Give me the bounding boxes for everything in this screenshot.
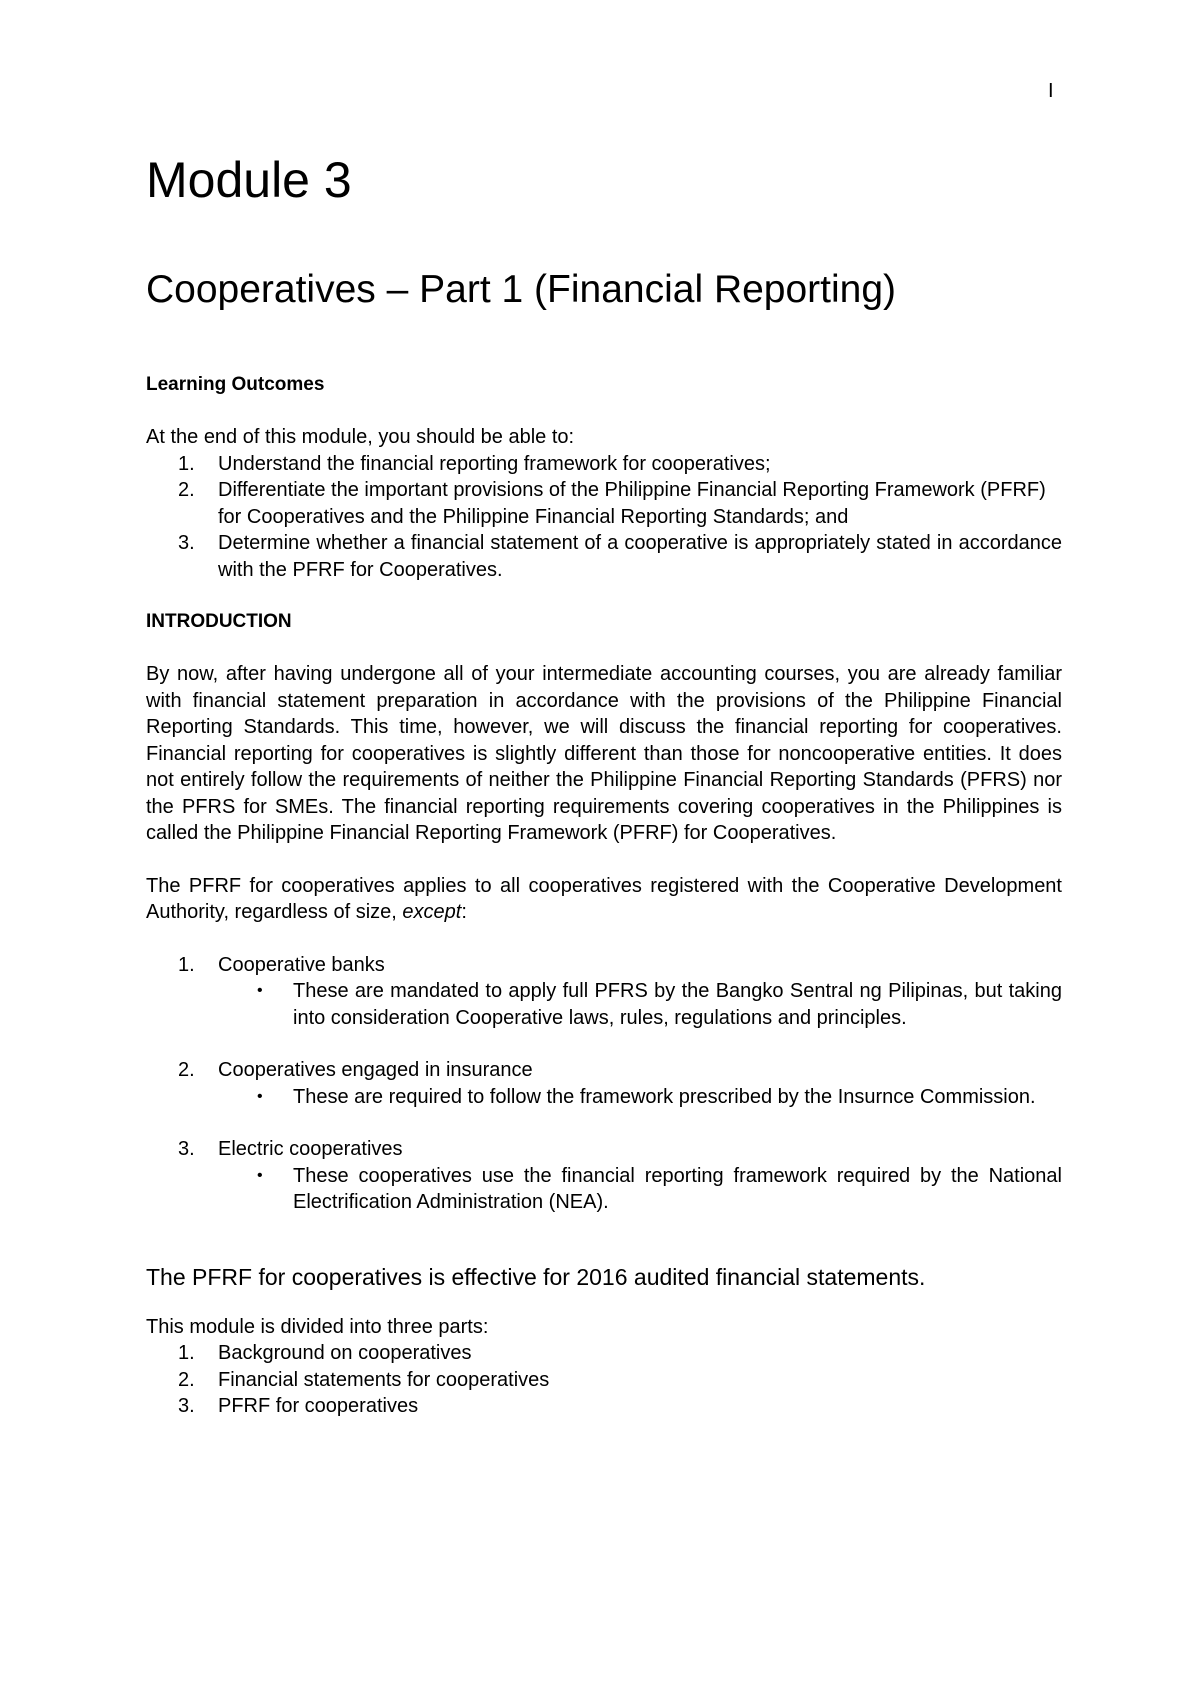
list-item-text: Understand the financial reporting framework for cooperatives; [218, 452, 771, 475]
scope-paragraph-emphasis: except [402, 901, 462, 923]
list-item [146, 952, 1062, 979]
effective-statement: The PFRF for cooperatives is effective for 2016 audited financial statements. [146, 1263, 926, 1290]
list-item-number: 2. [178, 479, 195, 501]
list-item [146, 451, 1062, 478]
list-item-number: 2. [178, 1059, 195, 1081]
list-item-text: Electric cooperatives [218, 1138, 403, 1160]
list-item [146, 1340, 1062, 1367]
bullet-text: These are mandated to apply full PFRS by the Bangko Sentral ng Pilipinas, but taking into consideration Cooperative laws, rules, regulations and principles. [293, 980, 1062, 1029]
list-item [146, 530, 1062, 583]
page-content [146, 150, 1062, 1420]
module-title: Module 3 [146, 152, 352, 208]
list-item-text: Financial statements for cooperatives [218, 1368, 550, 1391]
learning-outcomes-intro: At the end of this module, you should be able to: [146, 426, 575, 448]
introduction-paragraph: By now, after having undergone all of your intermediate accounting courses, you are already familiar with financial statement preparation in accordance with the provisions of the Philippine Financial Reporting Standards. This time, however, we will discuss the financial reporting for cooperatives. Financial reporting for cooperatives is slightly different than those for noncooperative entities. It does not entirely follow the requirements of neither the Philippine Financial Reporting Standards (PFRS) nor the PFRS for SMEs. The financial reporting requirements covering cooperatives in the Philippines is called the Philippine Financial Reporting Framework (PFRF) for Cooperatives. [146, 663, 1062, 844]
exception-list [146, 952, 1062, 979]
parts-list [146, 1340, 1062, 1420]
list-item-number: 3. [178, 1138, 195, 1160]
learning-outcomes-heading: Learning Outcomes [146, 374, 325, 395]
list-item-number: 1. [178, 953, 195, 976]
scope-paragraph-end: : [461, 901, 467, 923]
list-item [146, 1136, 1062, 1163]
scope-paragraph [146, 873, 1062, 926]
bullet-text: These cooperatives use the financial reporting framework required by the National Electrification Administration (NEA). [293, 1164, 1062, 1213]
list-item [146, 1367, 1062, 1394]
list-item-text: Determine whether a financial statement of a cooperative is appropriately stated in accordance with the PFRF for Cooperatives. [218, 532, 1062, 581]
list-item-number: 1. [178, 1342, 195, 1364]
list-item-number: 2. [178, 1368, 195, 1391]
list-item-number: 3. [178, 1395, 195, 1417]
exception-list [146, 1136, 1062, 1163]
introduction-heading: INTRODUCTION [146, 611, 292, 632]
list-item-text: PFRF for cooperatives [218, 1395, 419, 1417]
scope-paragraph-text: The PFRF for cooperatives applies to all cooperatives registered with the Cooperative Development Authority, regardless of size, [146, 874, 1062, 923]
bullet-item [146, 978, 1062, 1031]
list-item [146, 1393, 1062, 1420]
module-subtitle: Cooperatives – Part 1 (Financial Reporting) [146, 268, 897, 311]
list-item-number: 3. [178, 532, 195, 554]
list-item-text: Cooperative banks [218, 953, 385, 976]
list-item-number: 1. [178, 452, 195, 475]
list-item [146, 1057, 1062, 1084]
division-intro: This module is divided into three parts: [146, 1315, 489, 1338]
list-item-text: Differentiate the important provisions of the Philippine Financial Reporting Framework (PFRF) for Cooperatives and the Philippine Financial Reporting Standards; and [218, 479, 1046, 528]
bullet-text: These are required to follow the framework prescribed by the Insurnce Commission. [293, 1085, 1036, 1108]
bullet-icon: • [257, 982, 263, 999]
page-number: I [1048, 80, 1054, 102]
bullet-icon: • [257, 1166, 263, 1184]
list-item [146, 477, 1062, 530]
learning-outcomes-list [146, 451, 1062, 584]
list-item-text: Cooperatives engaged in insurance [218, 1059, 533, 1081]
exception-list [146, 1057, 1062, 1084]
bullet-item [146, 1084, 1062, 1111]
bullet-icon: • [257, 1087, 263, 1105]
list-item-text: Background on cooperatives [218, 1342, 472, 1364]
bullet-item [146, 1163, 1062, 1216]
